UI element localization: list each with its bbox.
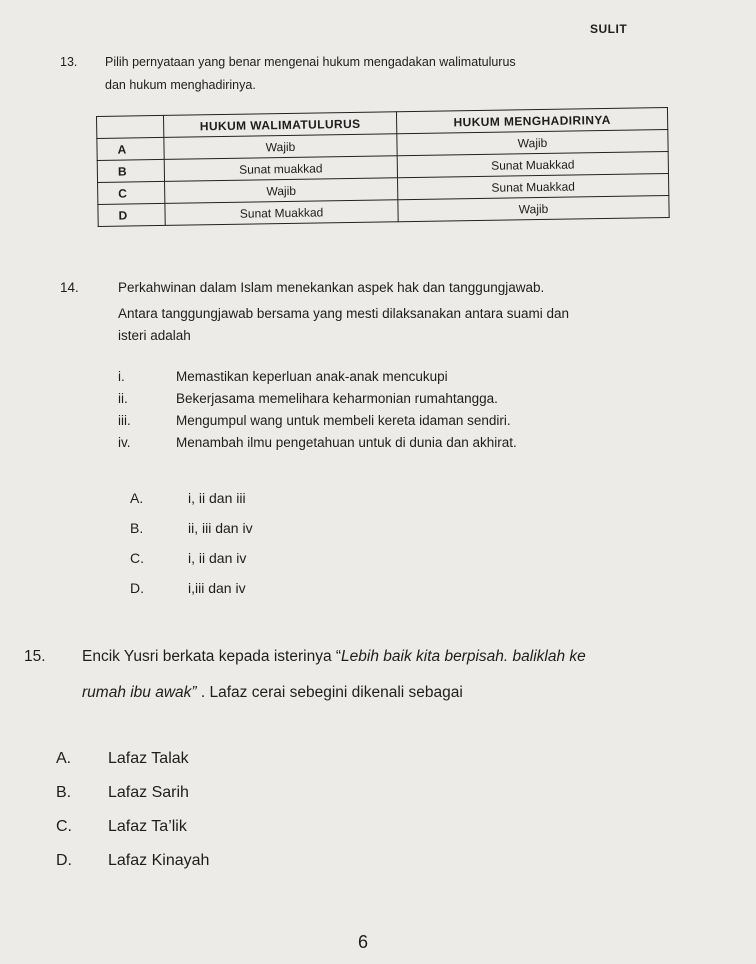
statement-numeral: iv. — [118, 434, 131, 450]
cell-walimatulurus: Sunat Muakkad — [165, 200, 398, 226]
question-14 — [60, 280, 700, 603]
option-text: i,iii dan iv — [188, 580, 246, 596]
option-text: Lafaz Talak — [108, 750, 189, 767]
cell-menghadiri: Sunat Muakkad — [398, 174, 669, 200]
option-text: Lafaz Ta’lik — [108, 818, 187, 835]
cell-menghadiri: Wajib — [397, 130, 668, 156]
statement-item — [118, 431, 700, 453]
table-header-blank — [97, 115, 164, 138]
answer-option-c — [56, 810, 744, 844]
question-number: 15. — [24, 648, 46, 665]
option-letter: D. — [130, 580, 144, 596]
answer-option-d — [130, 573, 700, 603]
cell-menghadiri: Sunat Muakkad — [397, 152, 668, 178]
row-label: D — [98, 203, 165, 226]
cell-walimatulurus: Wajib — [164, 134, 397, 160]
statement-item — [118, 365, 700, 387]
answer-option-d — [56, 844, 744, 878]
option-letter: C. — [56, 818, 72, 835]
option-text: ii, iii dan iv — [188, 520, 253, 536]
statement-list — [60, 365, 700, 453]
statement-item — [118, 409, 700, 431]
question-number: 13. — [60, 55, 78, 69]
option-letter: B. — [130, 520, 144, 536]
statement-item — [118, 387, 700, 409]
statement-text: Menambah ilmu pengetahuan untuk di dunia dan akhirat. — [176, 434, 517, 450]
question-13 — [60, 55, 680, 92]
answer-option-a — [56, 742, 744, 776]
option-text: Lafaz Kinayah — [108, 852, 210, 869]
question-15 — [24, 648, 744, 878]
statement-numeral: iii. — [118, 412, 131, 428]
table-header-menghadiri: HUKUM MENGHADIRINYA — [396, 108, 667, 134]
page-number: 6 — [358, 932, 369, 952]
question-number: 14. — [60, 280, 79, 295]
option-letter: A. — [130, 490, 144, 506]
question-text: Pilih pernyataan yang benar mengenai hukum mengadakan walimatulurus — [105, 55, 516, 69]
option-letter: B. — [56, 784, 72, 801]
cell-menghadiri: Wajib — [398, 196, 669, 222]
answer-option-b — [56, 776, 744, 810]
table-header-walimatulurus: HUKUM WALIMATULURUS — [163, 112, 396, 138]
option-letter: A. — [56, 750, 72, 767]
quoted-speech-line1: Lebih baik kita berpisah. baliklah ke — [341, 648, 586, 665]
question-text-continued: dan hukum menghadirinya. — [105, 78, 256, 92]
cell-walimatulurus: Sunat muakkad — [164, 156, 397, 182]
question-text-line2: Antara tanggungjawab bersama yang mesti dilaksanakan antara suami dan — [118, 306, 570, 321]
row-label: B — [97, 159, 164, 182]
option-letter: D. — [56, 852, 72, 869]
option-text: i, ii dan iv — [188, 550, 247, 566]
cell-walimatulurus: Wajib — [165, 178, 398, 204]
option-letter: C. — [130, 550, 144, 566]
row-label: A — [97, 137, 164, 160]
question-text-line3: isteri adalah — [118, 328, 191, 343]
statement-text: Memastikan keperluan anak-anak mencukupi — [176, 368, 448, 384]
quoted-speech-line2: rumah ibu awak” — [82, 684, 197, 701]
answer-option-b — [130, 513, 700, 543]
option-text: Lafaz Sarih — [108, 784, 189, 801]
statement-numeral: ii. — [118, 390, 128, 406]
option-text: i, ii dan iii — [188, 490, 246, 506]
answer-option-c — [130, 543, 700, 573]
question-text: Perkahwinan dalam Islam menekankan aspek hak dan tanggungjawab. — [118, 280, 545, 295]
question-text-lead: Encik Yusri berkata kepada isterinya “ — [82, 648, 342, 665]
hukum-table — [96, 107, 670, 227]
answer-options — [60, 483, 700, 603]
row-label: C — [98, 181, 165, 204]
statement-text: Mengumpul wang untuk membeli kereta idaman sendiri. — [176, 412, 511, 428]
answer-option-a — [130, 483, 700, 513]
classification-mark: SULIT — [590, 22, 628, 36]
statement-numeral: i. — [118, 368, 125, 384]
answer-options — [24, 742, 744, 878]
statement-text: Bekerjasama memelihara keharmonian rumahtangga. — [176, 390, 498, 406]
question-text-tail: . Lafaz cerai sebegini dikenali sebagai — [196, 684, 463, 701]
